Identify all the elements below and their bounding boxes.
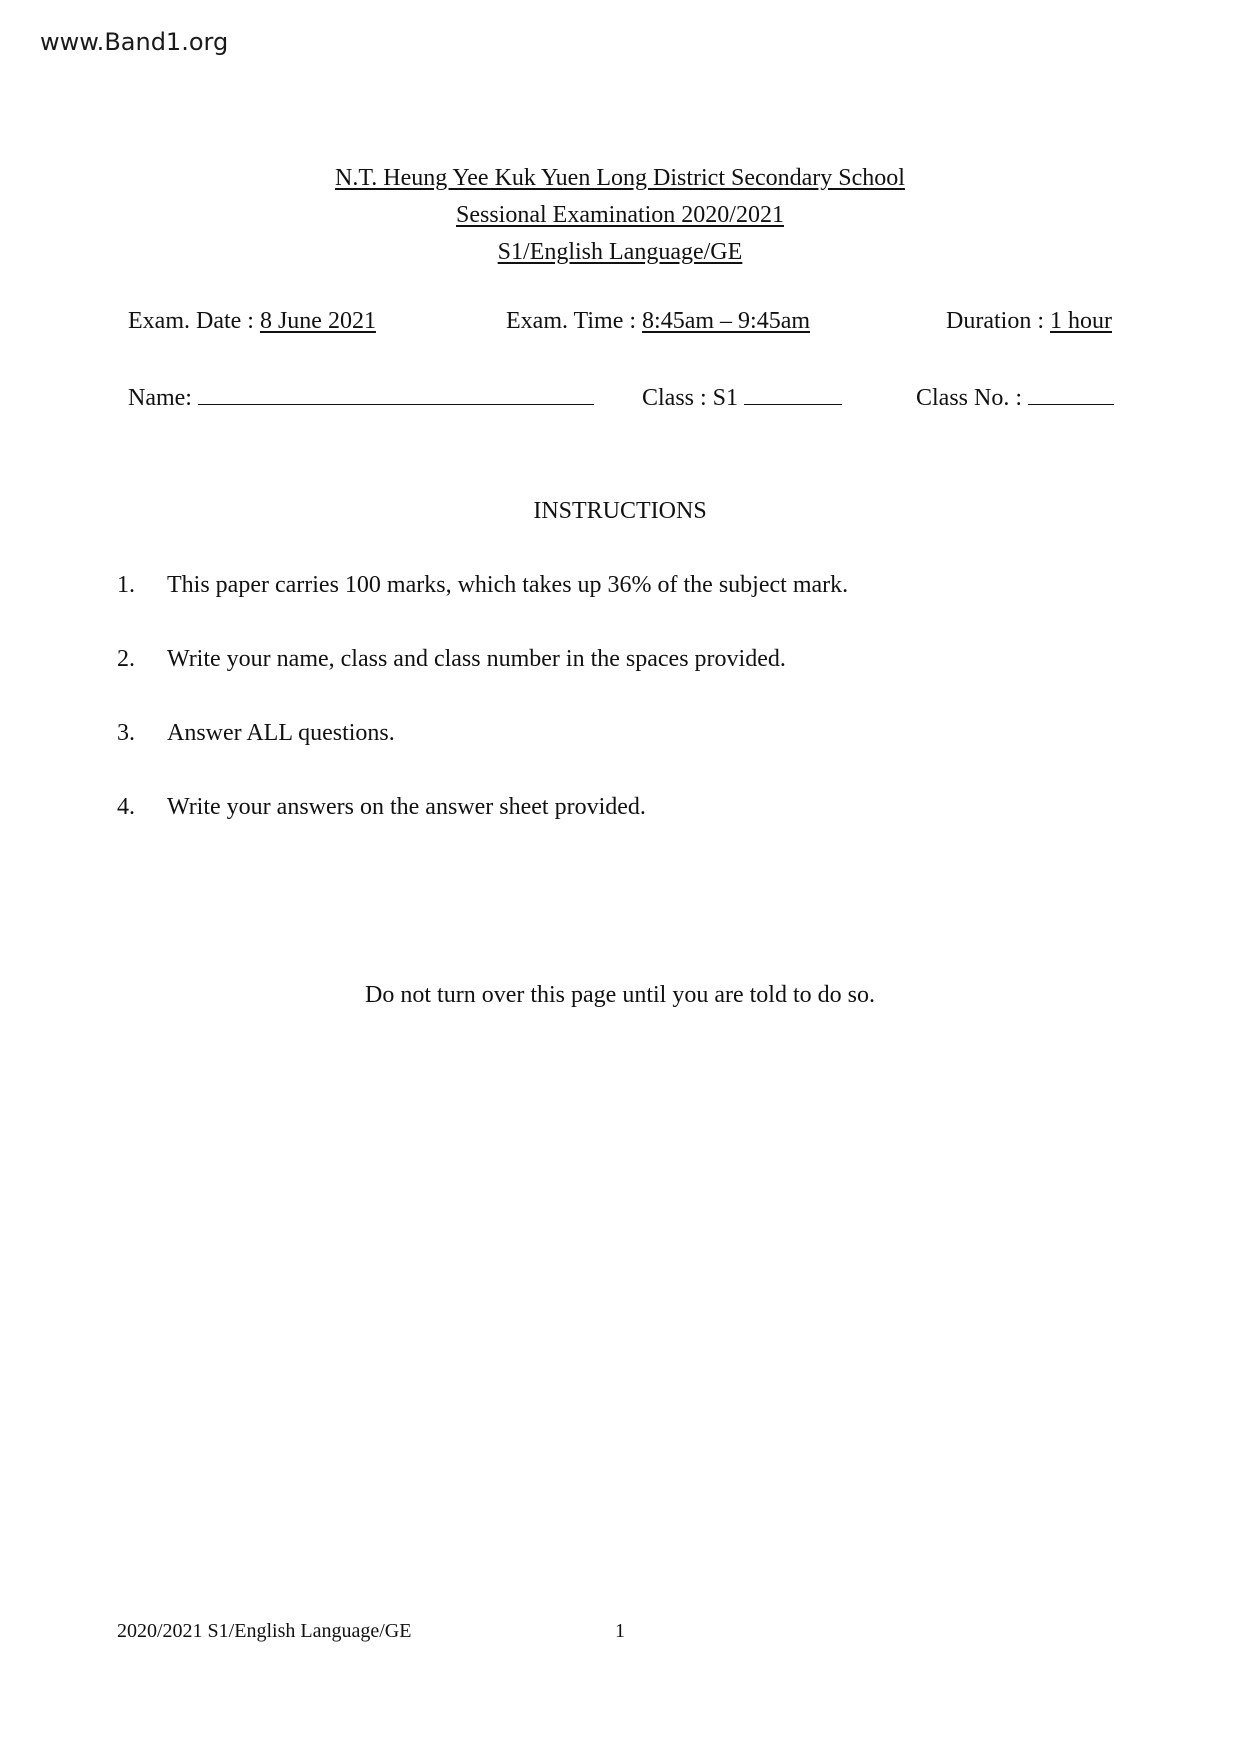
exam-date (128, 308, 376, 335)
instruction-text: This paper carries 100 marks, which takes up 36% of the subject mark. (167, 572, 849, 598)
class-number-label: Class No. : (916, 385, 1023, 411)
duration-value: 1 hour (1049, 308, 1112, 334)
instruction-number: 1. (117, 572, 135, 598)
instruction-number: 3. (117, 720, 135, 746)
class-blank[interactable] (744, 382, 842, 405)
exam-time (506, 308, 810, 335)
instruction-item (117, 720, 1117, 750)
class-number-blank[interactable] (1028, 382, 1114, 405)
exam-date-label: Exam. Date : (128, 308, 260, 334)
instruction-item (117, 572, 1117, 602)
name-field (128, 382, 594, 412)
name-label: Name: (128, 385, 192, 411)
exam-title: Sessional Examination 2020/2021 (456, 202, 784, 228)
school-name: N.T. Heung Yee Kuk Yuen Long District Secondary School (335, 165, 905, 191)
exam-header (0, 160, 1240, 271)
instruction-item (117, 646, 1117, 676)
instruction-number: 4. (117, 794, 135, 820)
do-not-turn-notice: Do not turn over this page until you are told to do so. (365, 982, 875, 1008)
instruction-text: Answer ALL questions. (167, 720, 395, 746)
duration-label: Duration : (946, 308, 1050, 334)
instructions-title: INSTRUCTIONS (533, 498, 707, 524)
exam-time-value: 8:45am – 9:45am (642, 308, 811, 334)
instruction-text: Write your answers on the answer sheet provided. (167, 794, 646, 820)
instruction-text: Write your name, class and class number in the spaces provided. (167, 646, 786, 672)
page-number: 1 (615, 1620, 625, 1642)
class-number-field (916, 382, 1114, 412)
exam-date-value: 8 June 2021 (259, 308, 376, 334)
name-blank[interactable] (198, 382, 594, 405)
subject-title: S1/English Language/GE (497, 239, 743, 265)
instruction-item (117, 794, 1117, 824)
watermark-text: www.Band1.org (40, 28, 229, 56)
exam-duration (946, 308, 1112, 335)
class-label: Class : S1 (642, 385, 739, 411)
instruction-number: 2. (117, 646, 135, 672)
exam-time-label: Exam. Time : (506, 308, 643, 334)
class-field (642, 382, 842, 412)
footer-paper-title: 2020/2021 S1/English Language/GE (117, 1620, 412, 1642)
